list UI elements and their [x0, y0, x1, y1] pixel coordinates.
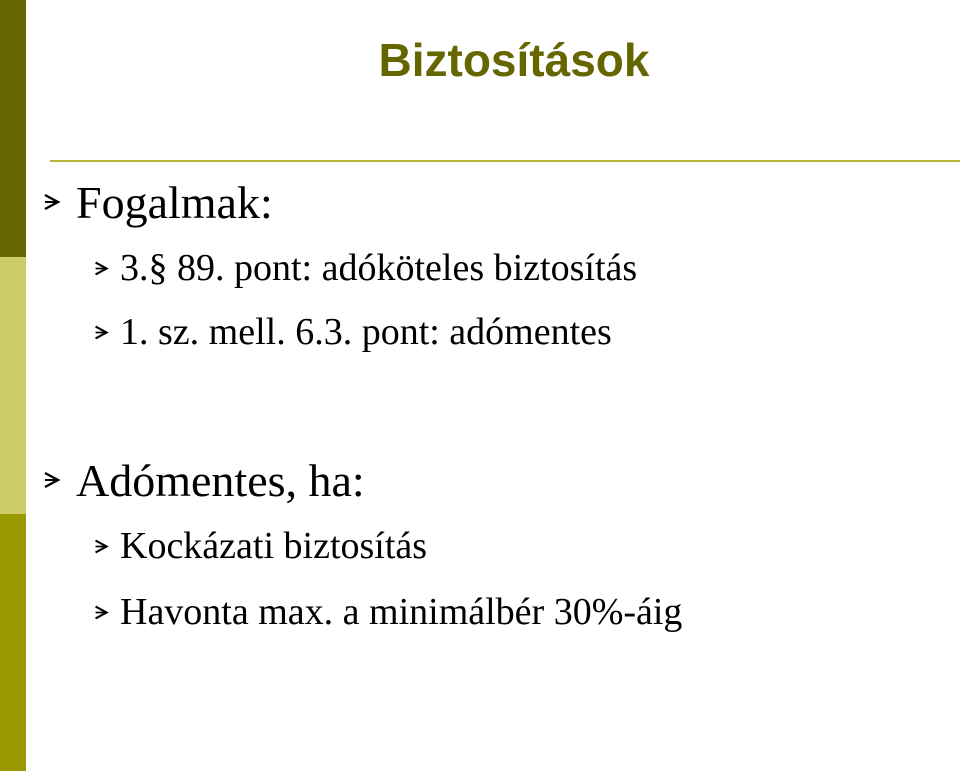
bullet-text: 1. sz. mell. 6.3. pont: adómentes — [120, 311, 612, 353]
bullet-fogalmak — [42, 172, 273, 232]
sub-bullet-item — [93, 307, 612, 357]
sub-bullet-item — [93, 521, 427, 571]
side-color-bar — [0, 0, 26, 771]
sub-bullet-item — [93, 587, 682, 637]
arrow-bullet-icon — [93, 538, 110, 555]
side-bar-segment-middle — [0, 257, 26, 514]
arrow-bullet-icon — [93, 324, 110, 341]
sub-bullet-item — [93, 243, 637, 293]
arrow-bullet-icon — [42, 192, 62, 212]
slide-title: Biztosítások — [378, 34, 650, 86]
bullet-text: Fogalmak: — [76, 176, 273, 228]
bullet-text: Adómentes, ha: — [76, 454, 365, 506]
arrow-bullet-icon — [93, 604, 110, 621]
title-divider — [50, 160, 960, 162]
side-bar-segment-bottom — [0, 514, 26, 771]
bullet-adomentes-ha — [42, 450, 365, 510]
bullet-text: 3.§ 89. pont: adóköteles biztosítás — [120, 247, 638, 289]
arrow-bullet-icon — [93, 260, 110, 277]
bullet-text: Kockázati biztosítás — [120, 525, 428, 567]
arrow-bullet-icon — [42, 470, 62, 490]
bullet-text: Havonta max. a minimálbér 30%-áig — [120, 591, 683, 633]
